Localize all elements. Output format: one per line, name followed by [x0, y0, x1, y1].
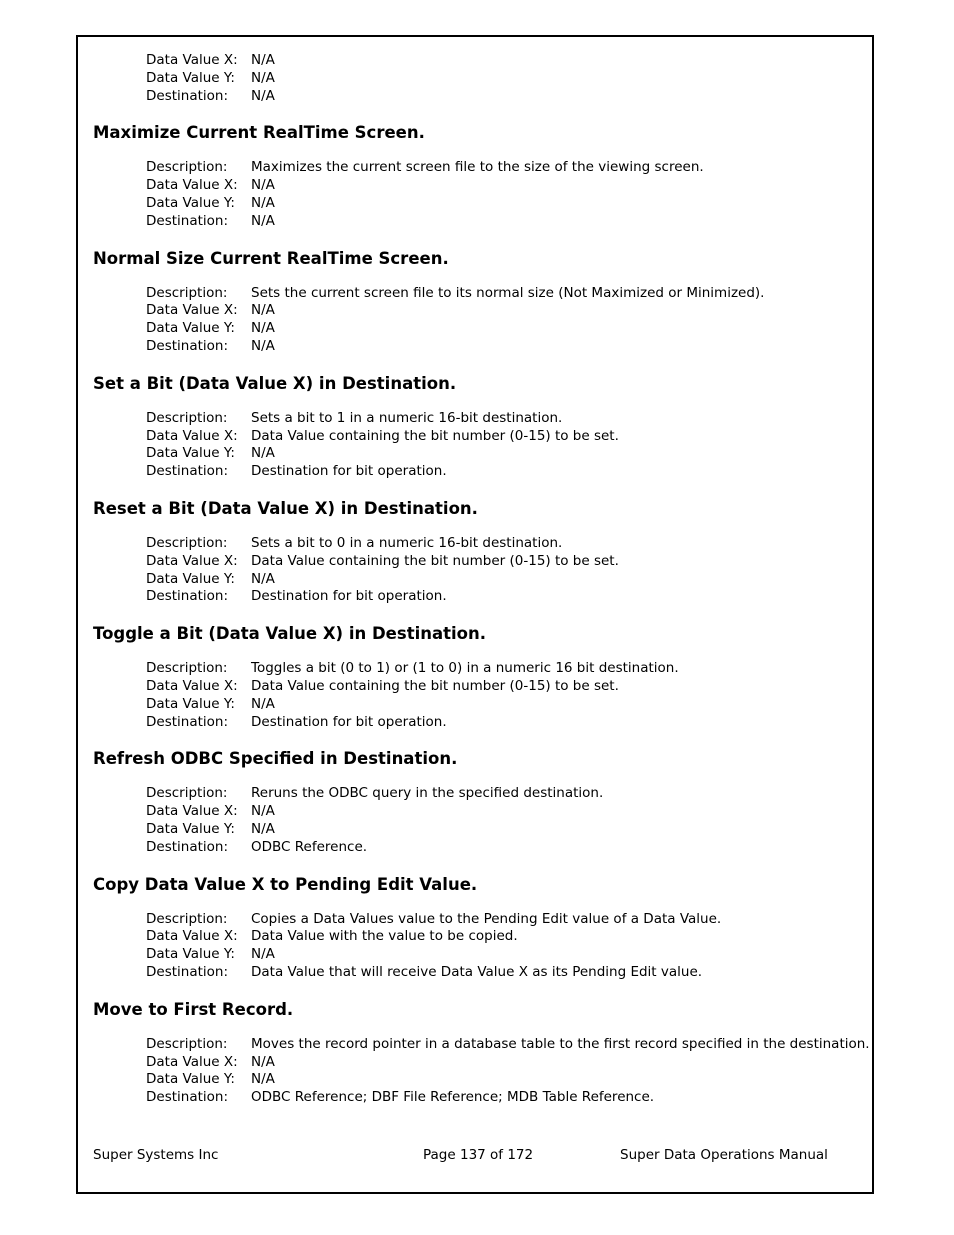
action-section [93, 249, 863, 356]
row-label: Description: [146, 534, 228, 551]
destination-row [146, 88, 863, 106]
row-value: N/A [251, 337, 275, 354]
action-section [93, 875, 863, 982]
description-row [146, 410, 863, 428]
row-label: Data Value X: [146, 552, 238, 569]
row-label: Description: [146, 159, 228, 176]
data-value-y-row [146, 70, 863, 88]
row-value: Sets the current screen file to its normal size (Not Maximized or Minimized). [251, 284, 765, 301]
row-value: N/A [251, 445, 275, 462]
row-value: N/A [251, 194, 275, 211]
section-heading: Move to First Record. [93, 999, 294, 1019]
destination-row [146, 463, 863, 481]
section-details [146, 660, 863, 731]
destination-row [146, 964, 863, 982]
row-label: Description: [146, 660, 228, 677]
action-section [93, 624, 863, 731]
row-label: Data Value Y: [146, 445, 235, 462]
row-label: Data Value Y: [146, 194, 235, 211]
row-label: Description: [146, 1035, 228, 1052]
description-row [146, 911, 863, 929]
row-label: Data Value Y: [146, 820, 235, 837]
row-label: Data Value X: [146, 427, 238, 444]
row-value: Sets a bit to 1 in a numeric 16-bit destination. [251, 409, 563, 426]
section-heading: Normal Size Current RealTime Screen. [93, 248, 449, 268]
row-label: Description: [146, 910, 228, 927]
data-value-y-row [146, 320, 863, 338]
data-value-y-row [146, 445, 863, 463]
row-label: Destination: [146, 463, 229, 480]
description-row [146, 1035, 870, 1054]
row-value: N/A [251, 177, 275, 194]
row-value: Moves the record pointer in a database table to the first record specified in the destination. [251, 1035, 870, 1052]
row-label: Data Value X: [146, 677, 238, 694]
destination-row [146, 714, 863, 732]
row-value: N/A [251, 320, 275, 337]
row-label: Data Value Y: [146, 570, 235, 587]
section-heading: Toggle a Bit (Data Value X) in Destination. [93, 624, 487, 644]
data-value-x-row [146, 803, 863, 821]
row-label: Destination: [146, 212, 229, 229]
destination-row [146, 213, 863, 231]
section-heading: Set a Bit (Data Value X) in Destination. [93, 373, 457, 393]
row-label: Data Value X: [146, 1053, 238, 1070]
data-value-y-row [146, 946, 863, 964]
row-value: Data Value containing the bit number (0-15) to be set. [251, 552, 619, 569]
row-value: N/A [251, 212, 275, 229]
section-heading: Copy Data Value X to Pending Edit Value. [93, 874, 478, 894]
row-label: Destination: [146, 838, 229, 855]
data-value-x-row [146, 302, 863, 320]
description-row [146, 660, 863, 678]
row-value: Destination for bit operation. [251, 713, 447, 730]
row-value: N/A [251, 69, 275, 86]
row-label: Destination: [146, 87, 229, 104]
data-value-y-row [146, 195, 863, 213]
section-details [146, 285, 863, 356]
data-value-x-row [146, 928, 863, 946]
section-details [146, 410, 863, 481]
row-value: N/A [251, 570, 275, 587]
row-label: Description: [146, 785, 228, 802]
row-value: ODBC Reference. [251, 838, 368, 855]
row-value: N/A [251, 1071, 275, 1088]
section-heading: Reset a Bit (Data Value X) in Destination. [93, 498, 478, 518]
row-label: Data Value X: [146, 52, 238, 68]
page-content [93, 52, 870, 1107]
data-value-y-row [146, 696, 863, 714]
section-heading: Refresh ODBC Specified in Destination. [93, 749, 458, 769]
row-label: Description: [146, 409, 228, 426]
row-value: N/A [251, 820, 275, 837]
destination-row [146, 588, 863, 606]
row-value: Data Value containing the bit number (0-15) to be set. [251, 677, 619, 694]
action-section [93, 499, 863, 606]
data-value-y-row [146, 1071, 863, 1089]
row-label: Data Value Y: [146, 1071, 235, 1088]
row-value: Data Value that will receive Data Value X as its Pending Edit value. [251, 963, 703, 980]
row-value: Maximizes the current screen file to the size of the viewing screen. [251, 159, 704, 176]
row-value: Copies a Data Values value to the Pending Edit value of a Data Value. [251, 910, 722, 927]
description-row [146, 535, 863, 553]
data-value-x-row [146, 1054, 863, 1072]
row-label: Data Value X: [146, 928, 238, 945]
row-label: Data Value X: [146, 177, 238, 194]
action-section [93, 374, 863, 481]
destination-row [146, 839, 863, 857]
row-label: Data Value Y: [146, 695, 235, 712]
description-row [146, 785, 863, 803]
section-heading: Maximize Current RealTime Screen. [93, 123, 425, 143]
row-label: Destination: [146, 713, 229, 730]
row-label: Data Value X: [146, 302, 238, 319]
row-value: ODBC Reference; DBF File Reference; MDB Table Reference. [251, 1089, 655, 1106]
top-entry [146, 52, 863, 105]
row-label: Destination: [146, 337, 229, 354]
data-value-x-row [146, 177, 863, 195]
section-details [146, 535, 863, 606]
row-label: Data Value Y: [146, 69, 235, 86]
data-value-y-row [146, 821, 863, 839]
data-value-x-row [146, 678, 863, 696]
data-value-x-row [146, 553, 863, 571]
row-value: N/A [251, 52, 275, 68]
destination-row [146, 1089, 863, 1107]
section-details [146, 785, 863, 856]
footer-page-number: Page 137 of 172 [423, 1147, 534, 1163]
row-label: Destination: [146, 963, 229, 980]
row-label: Data Value Y: [146, 320, 235, 337]
row-value: Data Value containing the bit number (0-15) to be set. [251, 427, 619, 444]
row-label: Data Value X: [146, 803, 238, 820]
row-label: Destination: [146, 588, 229, 605]
section-details [146, 911, 863, 982]
row-value: Data Value with the value to be copied. [251, 928, 518, 945]
action-section [93, 749, 863, 856]
row-value: Sets a bit to 0 in a numeric 16-bit destination. [251, 534, 563, 551]
row-value: N/A [251, 695, 275, 712]
section-list [93, 123, 870, 1107]
row-value: N/A [251, 1053, 275, 1070]
row-value: Destination for bit operation. [251, 463, 447, 480]
row-value: N/A [251, 87, 275, 104]
row-value: Reruns the ODBC query in the specified destination. [251, 785, 604, 802]
data-value-x-row [146, 428, 863, 446]
description-row [146, 285, 863, 303]
row-label: Destination: [146, 1089, 229, 1106]
row-value: Toggles a bit (0 to 1) or (1 to 0) in a numeric 16 bit destination. [251, 660, 679, 677]
action-section [93, 999, 870, 1107]
row-label: Data Value Y: [146, 946, 235, 963]
data-value-x-row [146, 52, 863, 70]
description-row [146, 159, 863, 177]
action-section [93, 123, 863, 230]
row-value: N/A [251, 803, 275, 820]
destination-row [146, 338, 863, 356]
row-label: Description: [146, 284, 228, 301]
row-value: N/A [251, 302, 275, 319]
row-value: N/A [251, 946, 275, 963]
footer-company: Super Systems Inc [93, 1147, 219, 1163]
row-value: Destination for bit operation. [251, 588, 447, 605]
section-details [146, 1035, 870, 1107]
footer-manual-title: Super Data Operations Manual [620, 1147, 828, 1163]
data-value-y-row [146, 571, 863, 589]
section-details [146, 159, 863, 230]
page-footer [93, 1146, 863, 1164]
